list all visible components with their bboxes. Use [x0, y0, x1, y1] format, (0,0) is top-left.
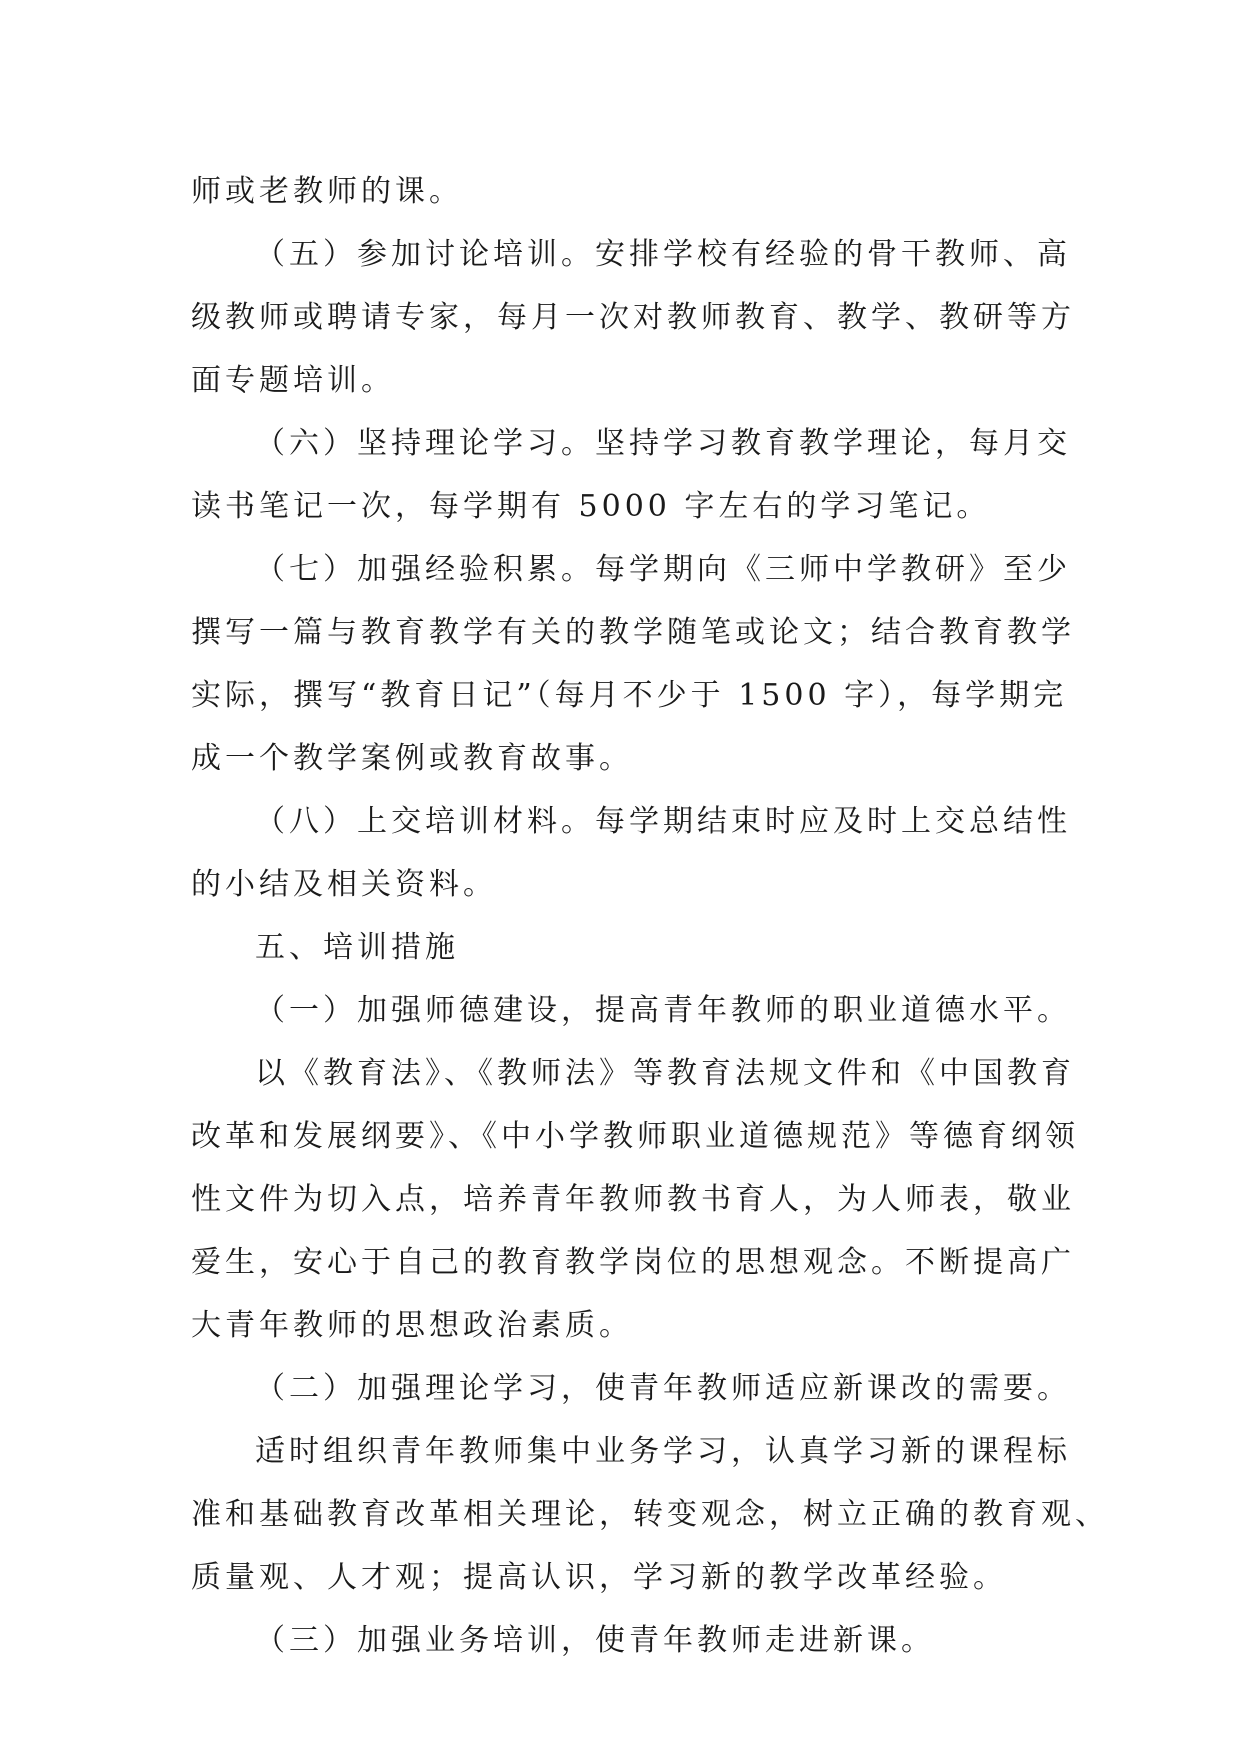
text-line: 实际，撰写“教育日记”（每月不少于 1500 字），每学期完 [191, 678, 1068, 713]
text-line: 适时组织青年教师集中业务学习，认真学习新的课程标 [255, 1434, 1071, 1469]
text-line: 爱生，安心于自己的教育教学岗位的思想观念。不断提高广 [191, 1245, 1075, 1280]
text-line: 级教师或聘请专家，每月一次对教师教育、教学、教研等方 [191, 300, 1075, 335]
text-line: 的小结及相关资料。 [191, 867, 497, 902]
text-line: 准和基础教育改革相关理论，转变观念，树立正确的教育观、 [191, 1497, 1109, 1532]
subsection-heading: （三）加强业务培训，使青年教师走进新课。 [255, 1623, 935, 1658]
text-line: 读书笔记一次，每学期有 5000 字左右的学习笔记。 [191, 489, 991, 524]
text-line: 性文件为切入点，培养青年教师教书育人，为人师表，敬业 [191, 1182, 1075, 1217]
section-heading: 五、培训措施 [255, 930, 459, 965]
text-line: （五）参加讨论培训。安排学校有经验的骨干教师、高 [255, 237, 1071, 272]
text-line: 以《教育法》、《教师法》等教育法规文件和《中国教育 [255, 1056, 1075, 1091]
text-line: 大青年教师的思想政治素质。 [191, 1308, 633, 1343]
text-line: （八）上交培训材料。每学期结束时应及时上交总结性 [255, 804, 1071, 839]
subsection-heading: （一）加强师德建设，提高青年教师的职业道德水平。 [255, 993, 1071, 1028]
text-line: 成一个教学案例或教育故事。 [191, 741, 633, 776]
text-line: 面专题培训。 [191, 363, 395, 398]
text-line: （六）坚持理论学习。坚持学习教育教学理论，每月交 [255, 426, 1071, 461]
subsection-heading: （二）加强理论学习，使青年教师适应新课改的需要。 [255, 1371, 1071, 1406]
text-line: 撰写一篇与教育教学有关的教学随笔或论文；结合教育教学 [191, 615, 1075, 650]
text-line: 质量观、人才观；提高认识，学习新的教学改革经验。 [191, 1560, 1007, 1595]
text-line: （七）加强经验积累。每学期向《三师中学教研》至少 [255, 552, 1071, 587]
text-line: 师或老教师的课。 [191, 174, 463, 209]
document-body [191, 160, 1109, 1672]
text-line: 改革和发展纲要》、《中小学教师职业道德规范》等德育纲领 [191, 1119, 1079, 1154]
